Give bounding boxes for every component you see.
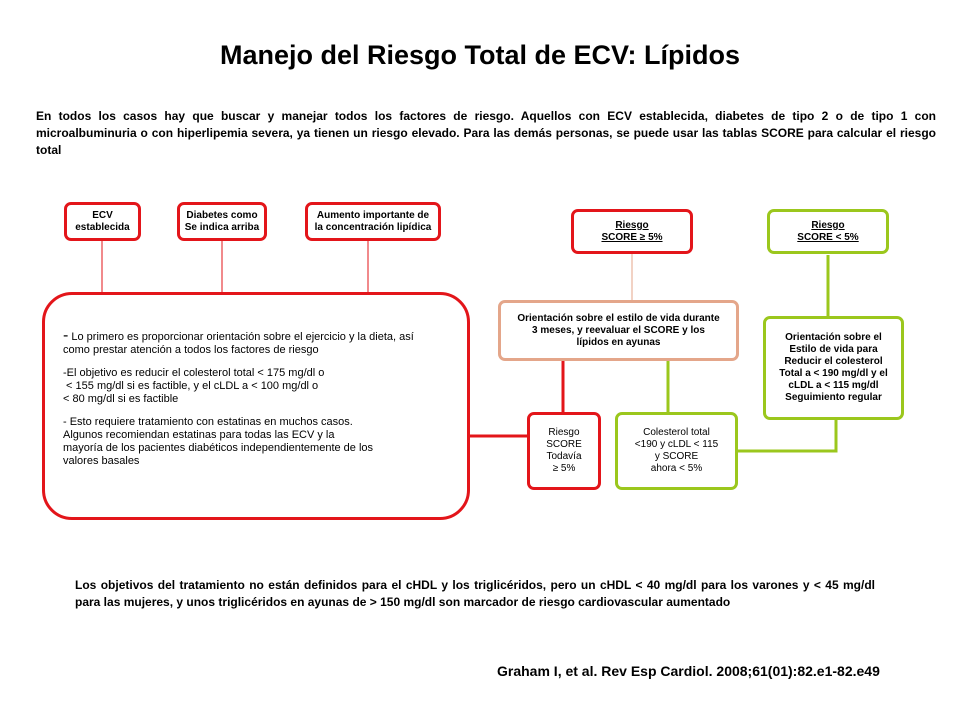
box-colesterol-total: Colesterol total <190 y cLDL < 115 y SCORE ahora < 5% xyxy=(615,412,738,490)
box-riesgo-score-low: Riesgo SCORE < 5% xyxy=(767,209,889,254)
main-box-p2: -El objetivo es reducir el colesterol total < 175 mg/dl o < 155 mg/dl si es factible, y el cLDL a < 100 mg/dl o < 80 mg/dl si es factible xyxy=(63,367,325,405)
main-box-p1: - Lo primero es proporcionar orientación sobre el ejercicio y la dieta, así como prestar atención a todos los factores de riesgo xyxy=(63,327,414,356)
box-diabetes: Diabetes como Se indica arriba xyxy=(177,202,267,241)
page-title: Manejo del Riesgo Total de ECV: Lípidos xyxy=(219,40,741,70)
box-tratamiento-principal xyxy=(42,292,470,520)
connector-orientacion-low-colesterol xyxy=(737,420,836,451)
box-ecv-establecida: ECV establecida xyxy=(64,202,141,241)
main-box-p3: - Esto requiere tratamiento con estatinas en muchos casos. Algunos recomiendan estatinas para todas las ECV y la mayoría de los pacientes diabéticos independientemente de los valores basales xyxy=(63,416,374,467)
intro-text: En todos los casos hay que buscar y manejar todos los factores de riesgo. Aquellos con ECV establecida, diabetes de tipo 2 o de tipo 1 con microalbuminuria o con hiperlipemia severa, ya tienen un riesgo elevado. Para las demás personas, se puede usar las tablas SCORE para calcular el riesgo total xyxy=(36,109,936,157)
box-riesgo-todavia: Riesgo SCORE Todavía ≥ 5% xyxy=(527,412,601,490)
box-orientacion-3-meses: Orientación sobre el estilo de vida durante 3 meses, y reevaluar el SCORE y los lípidos en ayunas xyxy=(498,300,739,361)
box-aumento-lipidica: Aumento importante de la concentración lipídica xyxy=(305,202,441,241)
footer-note: Los objetivos del tratamiento no están definidos para el cHDL y los triglicéridos, pero un cHDL < 40 mg/dl para los varones y < 45 mg/dl para las mujeres, y unos triglicéridos en ayunas de > 150 mg/dl son marcador de riesgo cardiovascular aumentado xyxy=(75,578,875,609)
citation: Graham I, et al. Rev Esp Cardiol. 2008;61(01):82.e1-82.e49 xyxy=(497,663,880,679)
box-orientacion-estilo-vida: Orientación sobre el Estilo de vida para Reducir el colesterol Total a < 190 mg/dl y el cLDL a < 115 mg/dl Seguimiento regular xyxy=(763,316,904,420)
box-riesgo-score-high: Riesgo SCORE ≥ 5% xyxy=(571,209,693,254)
